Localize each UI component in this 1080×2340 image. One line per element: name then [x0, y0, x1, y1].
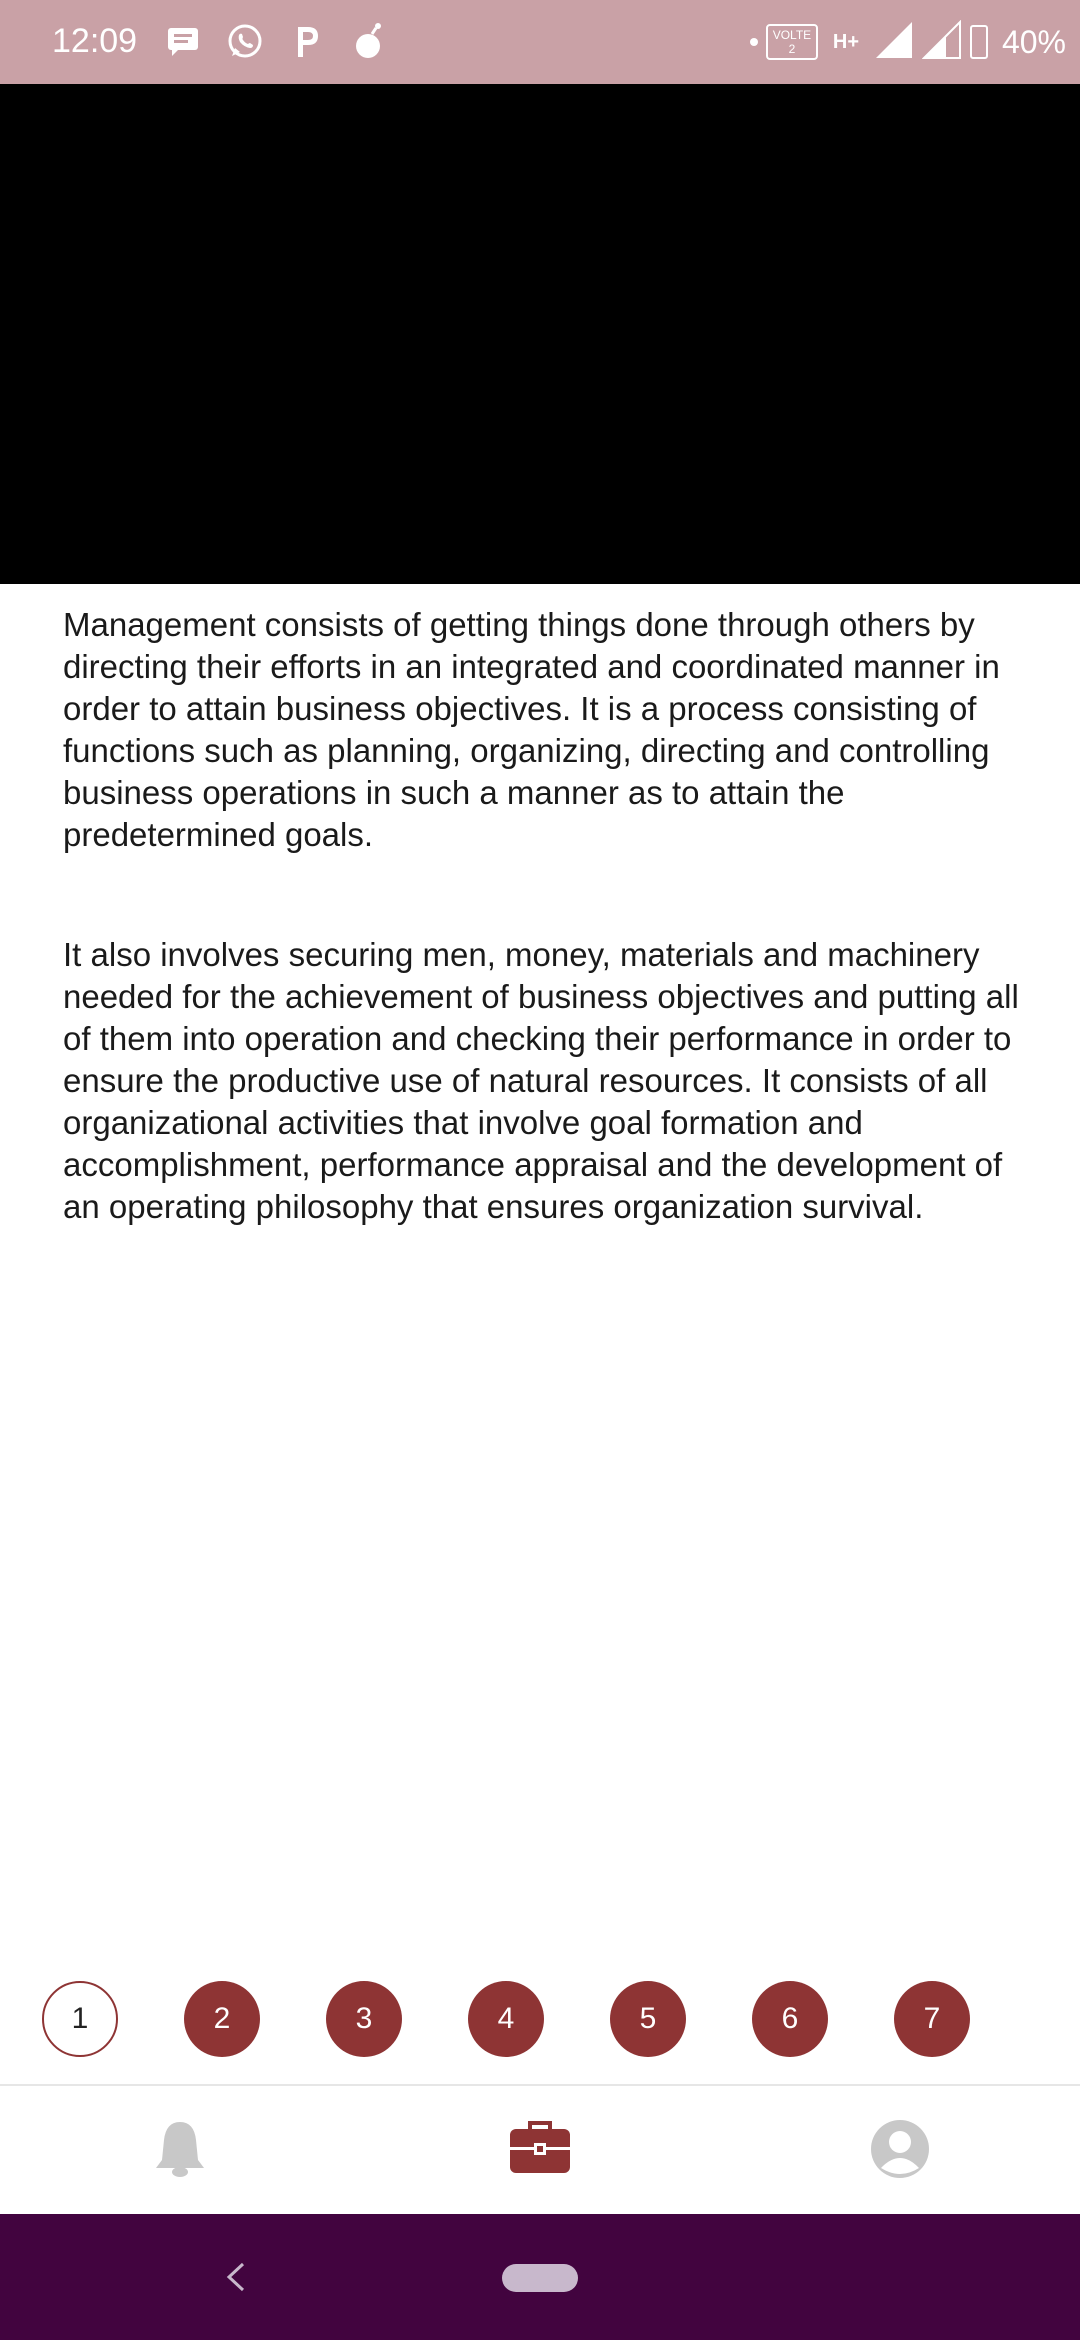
network-type: H+ — [832, 31, 860, 53]
paragraph-1 — [63, 604, 1038, 856]
status-bar — [0, 0, 1080, 84]
home-pill-icon[interactable] — [502, 2264, 578, 2292]
page-spacer — [260, 1981, 326, 2057]
text-line: organizational activities that involve goal formation and — [63, 1104, 863, 1141]
page-button-3[interactable]: 3 — [326, 1981, 402, 2057]
page-selector — [42, 1980, 1038, 2058]
tab-profile[interactable] — [720, 2086, 1080, 2216]
profile-icon — [869, 2118, 931, 2185]
paytm-icon — [286, 20, 328, 62]
text-line: of them into operation and checking their performance in order to — [63, 1020, 1012, 1057]
page-button-2[interactable]: 2 — [184, 1981, 260, 2057]
text-line: accomplishment, performance appraisal and the development of — [63, 1146, 1003, 1183]
notification-dot-icon — [750, 38, 758, 46]
notification-icons — [162, 20, 390, 62]
bottom-navigation — [0, 2084, 1080, 2216]
back-icon[interactable] — [216, 2254, 256, 2300]
battery-percentage: 40% — [1001, 24, 1066, 60]
page-button-7[interactable]: 7 — [894, 1981, 970, 2057]
text-line: ensure the productive use of natural resources. It consists of all — [63, 1062, 988, 1099]
text-line: business operations in such a manner as to attain the — [63, 774, 845, 811]
volte-badge — [766, 24, 818, 60]
system-navigation-bar — [0, 2214, 1080, 2340]
page-button-1[interactable]: 1 — [42, 1981, 118, 2057]
page-spacer — [544, 1981, 610, 2057]
text-line: needed for the achievement of business objectives and putting all — [63, 978, 1019, 1015]
messages-icon — [162, 20, 204, 62]
text-line: It also involves securing men, money, materials and machinery — [63, 936, 980, 973]
battery-icon — [970, 25, 988, 59]
tab-notifications[interactable] — [0, 2086, 360, 2216]
signal-strength-icon — [874, 20, 914, 65]
article-body — [63, 604, 1038, 1306]
tab-courses[interactable] — [360, 2086, 720, 2216]
page-spacer — [686, 1981, 752, 2057]
page-button-6[interactable]: 6 — [752, 1981, 828, 2057]
article-container[interactable] — [42, 584, 1038, 2060]
text-line: predetermined goals. — [63, 816, 374, 853]
page-spacer — [402, 1981, 468, 2057]
text-line: functions such as planning, organizing, directing and controlling — [63, 732, 990, 769]
text-line: order to attain business objectives. It is a process consisting of — [63, 690, 977, 727]
system-indicators — [750, 16, 1080, 68]
volte-label: VOLTE — [772, 28, 812, 42]
text-line: directing their efforts in an integrated and coordinated manner in — [63, 648, 1000, 685]
sim-slot-label: 2 — [788, 42, 796, 56]
page-button-4[interactable]: 4 — [468, 1981, 544, 2057]
page-spacer — [118, 1981, 184, 2057]
page-spacer — [828, 1981, 894, 2057]
text-line: Management consists of getting things done through others by — [63, 606, 975, 643]
bomb-icon — [348, 20, 390, 62]
page-button-5[interactable]: 5 — [610, 1981, 686, 2057]
bell-icon — [150, 2118, 210, 2185]
whatsapp-icon — [224, 20, 266, 62]
signal-strength-2-icon — [922, 20, 962, 65]
paragraph-2 — [63, 934, 1038, 1228]
text-line: an operating philosophy that ensures organization survival. — [63, 1188, 924, 1225]
media-banner — [0, 84, 1080, 584]
briefcase-icon — [508, 2119, 572, 2184]
status-time: 12:09 — [52, 22, 138, 60]
